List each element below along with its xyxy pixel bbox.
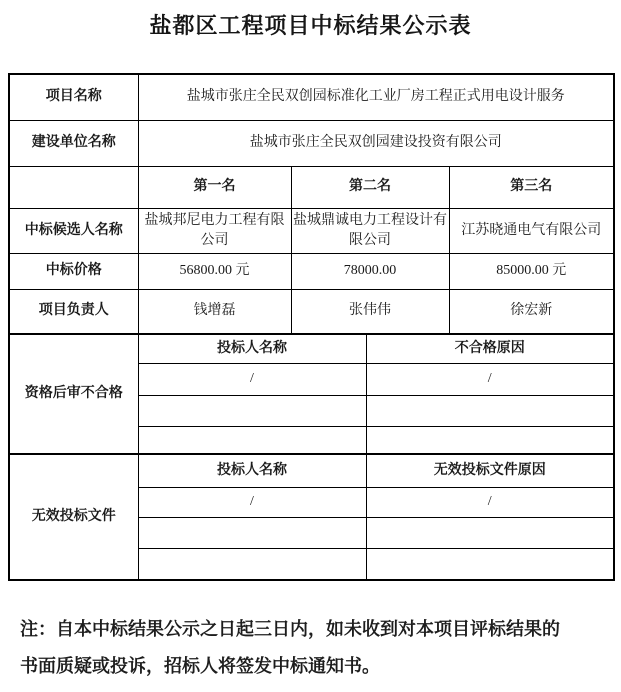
candidate-2: 盐城鼎诚电力工程设计有限公司 <box>291 209 449 254</box>
rank-3-header: 第三名 <box>449 167 614 209</box>
row-owner <box>9 121 614 167</box>
invalid-reason-1: / <box>366 488 614 518</box>
invalid-bidder-1: / <box>138 488 366 518</box>
invalid-bidder-2 <box>138 518 366 549</box>
footer-note-line-1: 注：自本中标结果公示之日起三日内，如未收到对本项目评标结果的 <box>20 619 560 639</box>
row-rank-headers <box>9 167 614 209</box>
invalid-bidder-3 <box>138 549 366 581</box>
price-3: 85000.00 元 <box>449 254 614 290</box>
row-candidates <box>9 209 614 254</box>
postqual-bidder-2 <box>138 396 366 427</box>
manager-2: 张伟伟 <box>291 290 449 335</box>
postqual-bidder-3 <box>138 427 366 455</box>
candidates-label: 中标候选人名称 <box>9 209 138 254</box>
candidate-1: 盐城邦尼电力工程有限公司 <box>138 209 291 254</box>
page-title: 盐都区工程项目中标结果公示表 <box>149 13 472 38</box>
footer-note-line-2: 书面质疑或投诉，招标人将签发中标通知书。 <box>20 656 380 676</box>
row-invalid-header <box>9 454 614 488</box>
bid-result-table <box>8 73 615 581</box>
postqual-reason-1: / <box>366 364 614 396</box>
invalid-bidder-header: 投标人名称 <box>138 454 366 488</box>
postqual-reason-3 <box>366 427 614 455</box>
price-1: 56800.00 元 <box>138 254 291 290</box>
row-project-name <box>9 74 614 121</box>
invalid-reason-3 <box>366 549 614 581</box>
price-label: 中标价格 <box>9 254 138 290</box>
postqual-bidder-header: 投标人名称 <box>138 334 366 364</box>
manager-1: 钱增磊 <box>138 290 291 335</box>
footer-note <box>20 611 593 685</box>
row-postqual-header <box>9 334 614 364</box>
manager-3: 徐宏新 <box>449 290 614 335</box>
row-managers <box>9 290 614 335</box>
invalid-reason-header: 无效投标文件原因 <box>366 454 614 488</box>
postqual-reason-header: 不合格原因 <box>366 334 614 364</box>
empty-corner-cell <box>9 167 138 209</box>
owner-value: 盐城市张庄全民双创园建设投资有限公司 <box>138 121 614 167</box>
project-name-label: 项目名称 <box>9 74 138 121</box>
owner-label: 建设单位名称 <box>9 121 138 167</box>
invalid-label: 无效投标文件 <box>9 454 138 580</box>
postqual-label: 资格后审不合格 <box>9 334 138 454</box>
project-name-value: 盐城市张庄全民双创园标准化工业厂房工程正式用电设计服务 <box>138 74 614 121</box>
price-2: 78000.00 <box>291 254 449 290</box>
rank-1-header: 第一名 <box>138 167 291 209</box>
invalid-reason-2 <box>366 518 614 549</box>
candidate-3: 江苏晓通电气有限公司 <box>449 209 614 254</box>
row-prices <box>9 254 614 290</box>
postqual-bidder-1: / <box>138 364 366 396</box>
manager-label: 项目负责人 <box>9 290 138 335</box>
postqual-reason-2 <box>366 396 614 427</box>
rank-2-header: 第二名 <box>291 167 449 209</box>
